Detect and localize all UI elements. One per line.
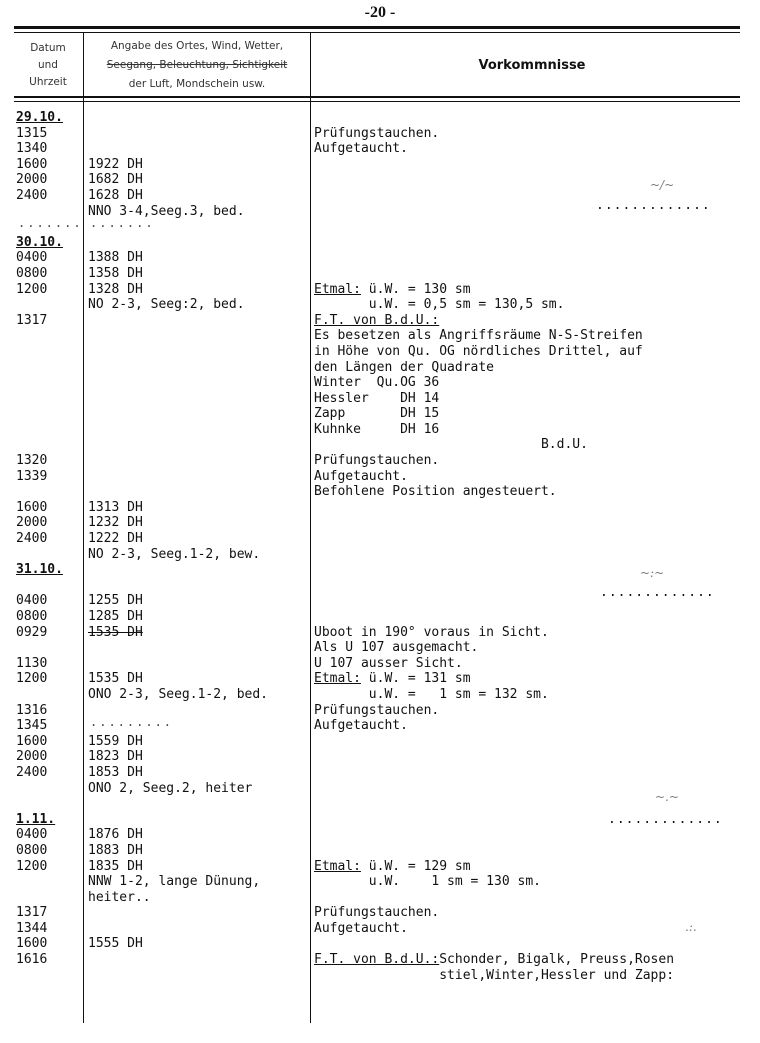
position-weather-cell: 1535 DH — [88, 624, 143, 640]
time-cell — [16, 391, 82, 407]
event-line: u.W. 1 sm = 130 sm. — [314, 874, 541, 890]
event-line — [314, 515, 754, 531]
event-line — [314, 562, 754, 578]
time-cell — [16, 640, 82, 656]
position-weather-column — [88, 110, 310, 968]
event-line: Als U 107 ausgemacht. — [314, 640, 479, 656]
initials-scribble: .:. — [685, 920, 697, 934]
time-cell: 1200 — [16, 671, 48, 687]
day-end-mark: ............. — [608, 812, 723, 827]
event-text: ü.W. = 129 sm — [360, 858, 471, 874]
event-line: Hessler DH 14 — [314, 390, 440, 406]
event-line — [314, 827, 754, 843]
event-line: Prüfungstauchen. — [314, 905, 440, 921]
date-heading: 31.10. — [16, 562, 63, 578]
position-weather-cell: 1835 DH — [88, 858, 143, 874]
time-cell: 2400 — [16, 187, 48, 203]
position-weather-cell: heiter.. — [88, 889, 151, 905]
position-weather-cell — [88, 578, 310, 594]
time-cell: 1317 — [16, 905, 48, 921]
header-events-column: Vorkommnisse — [478, 57, 586, 73]
event-line: Zapp DH 15 — [314, 406, 440, 422]
position-weather-cell — [88, 921, 310, 937]
position-weather-cell — [88, 437, 310, 453]
position-weather-cell — [88, 235, 310, 251]
time-cell: 2400 — [16, 531, 48, 547]
position-weather-cell — [88, 796, 310, 812]
time-cell — [16, 484, 82, 500]
date-heading: 29.10. — [16, 110, 63, 125]
time-cell: 1600 — [16, 936, 48, 952]
position-weather-cell — [88, 344, 310, 360]
event-line — [314, 219, 754, 235]
time-cell: 1339 — [16, 468, 48, 484]
position-weather-cell — [88, 110, 310, 126]
position-weather-cell — [88, 141, 310, 157]
time-cell: 1320 — [16, 453, 48, 469]
event-line — [314, 936, 754, 952]
time-cell: 2400 — [16, 764, 48, 780]
event-line: den Längen der Quadrate — [314, 359, 495, 375]
event-line — [314, 749, 754, 765]
initials-scribble: ~:~ — [640, 566, 665, 580]
event-line: Prüfungstauchen. — [314, 125, 440, 141]
position-weather-cell — [88, 422, 310, 438]
time-cell: 0400 — [16, 250, 48, 266]
position-weather-cell: 1853 DH — [88, 764, 143, 780]
day-end-mark: ............. — [600, 585, 715, 600]
event-line — [314, 282, 754, 298]
event-line — [314, 671, 754, 687]
header-place-column — [84, 36, 310, 94]
time-cell — [16, 547, 82, 563]
event-line — [314, 547, 754, 563]
time-cell — [16, 297, 82, 313]
position-weather-cell — [88, 453, 310, 469]
position-weather-cell — [88, 469, 310, 485]
time-cell — [16, 360, 82, 376]
time-cell — [16, 437, 82, 453]
position-weather-cell: ONO 2, Seeg.2, heiter — [88, 780, 253, 796]
position-weather-cell: NO 2-3, Seeg:2, bed. — [88, 297, 245, 313]
position-weather-cell — [88, 406, 310, 422]
time-cell: 2000 — [16, 515, 48, 531]
event-text: ü.W. = 130 sm — [360, 281, 471, 297]
day-separator-dots: ......... — [90, 715, 174, 729]
position-weather-cell — [88, 905, 310, 921]
event-line — [314, 157, 754, 173]
event-line — [314, 250, 754, 266]
time-cell: 1317 — [16, 312, 48, 328]
time-cell — [16, 344, 82, 360]
time-cell: 1340 — [16, 141, 48, 157]
position-weather-cell — [88, 484, 310, 500]
position-weather-cell: 1555 DH — [88, 936, 143, 952]
event-line — [314, 235, 754, 251]
event-line — [314, 952, 754, 968]
column-divider-2 — [310, 33, 311, 1023]
position-weather-cell: 1313 DH — [88, 499, 143, 515]
event-heading: Etmal: — [314, 281, 361, 297]
event-line — [314, 172, 754, 188]
event-heading: Etmal: — [314, 671, 361, 687]
time-cell — [16, 375, 82, 391]
position-weather-cell — [88, 328, 310, 344]
position-weather-cell: 1232 DH — [88, 515, 143, 531]
header-date-line: Uhrzeit — [29, 75, 67, 88]
time-cell: 1616 — [16, 952, 48, 968]
time-cell: 1600 — [16, 499, 48, 515]
header-date-column — [14, 36, 82, 94]
time-cell: 1600 — [16, 156, 48, 172]
header-bottom-rule — [14, 96, 740, 98]
time-cell — [16, 578, 82, 594]
day-end-mark: ............. — [596, 198, 711, 213]
time-cell: 0800 — [16, 842, 48, 858]
position-weather-cell — [88, 375, 310, 391]
event-line — [314, 266, 754, 282]
page-number: -20 - — [364, 4, 396, 21]
event-line: Aufgetaucht. — [314, 468, 408, 484]
event-line: Prüfungstauchen. — [314, 453, 440, 469]
event-line: Aufgetaucht. — [314, 920, 408, 936]
event-line — [314, 110, 754, 126]
event-line — [314, 734, 754, 750]
position-weather-cell: 1628 DH — [88, 187, 143, 203]
event-heading: F.T. von B.d.U.: — [314, 312, 440, 328]
event-line: Uboot in 190° voraus in Sicht. — [314, 624, 549, 640]
event-line: U 107 ausser Sicht. — [314, 655, 463, 671]
position-weather-cell: 1876 DH — [88, 827, 143, 843]
events-column — [314, 110, 754, 983]
initials-scribble: ~.~ — [655, 790, 679, 804]
event-line — [314, 796, 754, 812]
position-weather-cell: 1388 DH — [88, 250, 143, 266]
header-date-line: Datum — [30, 41, 66, 54]
header-bottom-rule-2 — [14, 101, 740, 102]
event-line — [314, 313, 754, 329]
position-weather-cell: NNW 1-2, lange Dünung, — [88, 874, 261, 890]
event-line: u.W. = 0,5 sm = 130,5 sm. — [314, 297, 565, 313]
time-cell: 2000 — [16, 749, 48, 765]
time-cell — [16, 422, 82, 438]
position-weather-cell — [88, 952, 310, 968]
position-weather-cell: 1285 DH — [88, 609, 143, 624]
event-line: Kuhnke DH 16 — [314, 421, 440, 437]
position-weather-cell: 1222 DH — [88, 531, 143, 547]
position-weather-cell: 1883 DH — [88, 842, 143, 858]
time-cell: 1344 — [16, 920, 48, 936]
time-cell: 1315 — [16, 125, 48, 141]
event-heading: F.T. von B.d.U.: — [314, 952, 440, 968]
day-separator-dots: ....... — [90, 216, 155, 230]
event-line: Es besetzen als Angriffsräume N-S-Streifen — [314, 328, 643, 344]
event-line — [314, 609, 754, 625]
event-line: Aufgetaucht. — [314, 718, 408, 734]
event-line: Befohlene Position angesteuert. — [314, 484, 557, 500]
position-weather-cell — [88, 656, 310, 672]
event-line: stiel,Winter,Hessler und Zapp: — [314, 967, 675, 983]
event-line: B.d.U. — [314, 437, 588, 453]
position-weather-cell — [88, 391, 310, 407]
event-text: Schonder, Bigalk, Preuss,Rosen — [439, 952, 675, 968]
top-rule-thin — [14, 32, 740, 33]
event-line: Prüfungstauchen. — [314, 702, 440, 718]
position-weather-cell: 1559 DH — [88, 733, 143, 749]
time-cell: 0400 — [16, 593, 48, 609]
time-cell — [16, 328, 82, 344]
date-heading: 1.11. — [16, 811, 56, 827]
column-divider-1 — [83, 33, 84, 1023]
position-weather-cell — [88, 812, 310, 828]
event-line: in Höhe von Qu. OG nördliches Drittel, auf — [314, 343, 643, 359]
day-separator-dots: ....... — [18, 216, 83, 230]
position-weather-cell: 1255 DH — [88, 593, 143, 609]
event-line — [314, 859, 754, 875]
header-place-line: Seegang, Beleuchtung, Sichtigkeit — [106, 58, 288, 71]
event-text: ü.W. = 131 sm — [360, 671, 471, 687]
event-line — [314, 531, 754, 547]
header-place-line: der Luft, Mondschein usw. — [128, 77, 266, 90]
position-weather-cell: 1823 DH — [88, 749, 143, 765]
event-line — [314, 890, 754, 906]
position-weather-cell: NNO 3-4,Seeg.3, bed. — [88, 203, 245, 219]
position-weather-cell: 1358 DH — [88, 265, 143, 281]
position-weather-cell: 1922 DH — [88, 156, 143, 172]
position-weather-cell — [88, 313, 310, 329]
time-cell — [16, 890, 82, 906]
event-line: Winter Qu.OG 36 — [314, 375, 440, 391]
time-cell: 0800 — [16, 609, 48, 624]
position-weather-cell — [88, 126, 310, 142]
event-line — [314, 765, 754, 781]
event-heading: Etmal: — [314, 858, 361, 874]
position-weather-cell: 1328 DH — [88, 281, 143, 297]
time-cell — [16, 406, 82, 422]
position-weather-cell: 1535 DH — [88, 671, 143, 687]
header-date-line: und — [38, 58, 58, 71]
position-weather-cell — [88, 360, 310, 376]
time-cell: 1130 — [16, 655, 48, 671]
event-line — [314, 843, 754, 859]
event-line — [314, 500, 754, 516]
time-cell — [16, 796, 82, 812]
time-cell — [16, 781, 82, 797]
time-cell: 1200 — [16, 858, 48, 874]
time-cell — [16, 874, 82, 890]
time-cell: 0929 — [16, 624, 48, 640]
time-cell: 1316 — [16, 702, 48, 718]
top-rule-thick — [14, 26, 740, 29]
time-cell: 0800 — [16, 265, 48, 281]
time-cell: 1200 — [16, 281, 48, 297]
date-heading: 30.10. — [16, 234, 63, 250]
header-place-line: Angabe des Ortes, Wind, Wetter, — [110, 39, 284, 52]
position-weather-cell — [88, 562, 310, 578]
event-line: Aufgetaucht. — [314, 141, 408, 157]
time-cell: 1600 — [16, 733, 48, 749]
event-line: u.W. = 1 sm = 132 sm. — [314, 686, 549, 702]
initials-scribble: ~/~ — [650, 178, 675, 192]
position-weather-cell: 1682 DH — [88, 172, 143, 188]
time-cell — [16, 687, 82, 703]
date-time-column — [16, 110, 82, 968]
position-weather-cell — [88, 640, 310, 656]
position-weather-cell: ONO 2-3, Seeg.1-2, bed. — [88, 686, 269, 702]
time-cell: 0400 — [16, 827, 48, 843]
time-cell: 2000 — [16, 172, 48, 188]
time-cell: 1345 — [16, 718, 48, 734]
position-weather-cell: NO 2-3, Seeg.1-2, bew. — [88, 546, 261, 562]
event-line — [314, 781, 754, 797]
